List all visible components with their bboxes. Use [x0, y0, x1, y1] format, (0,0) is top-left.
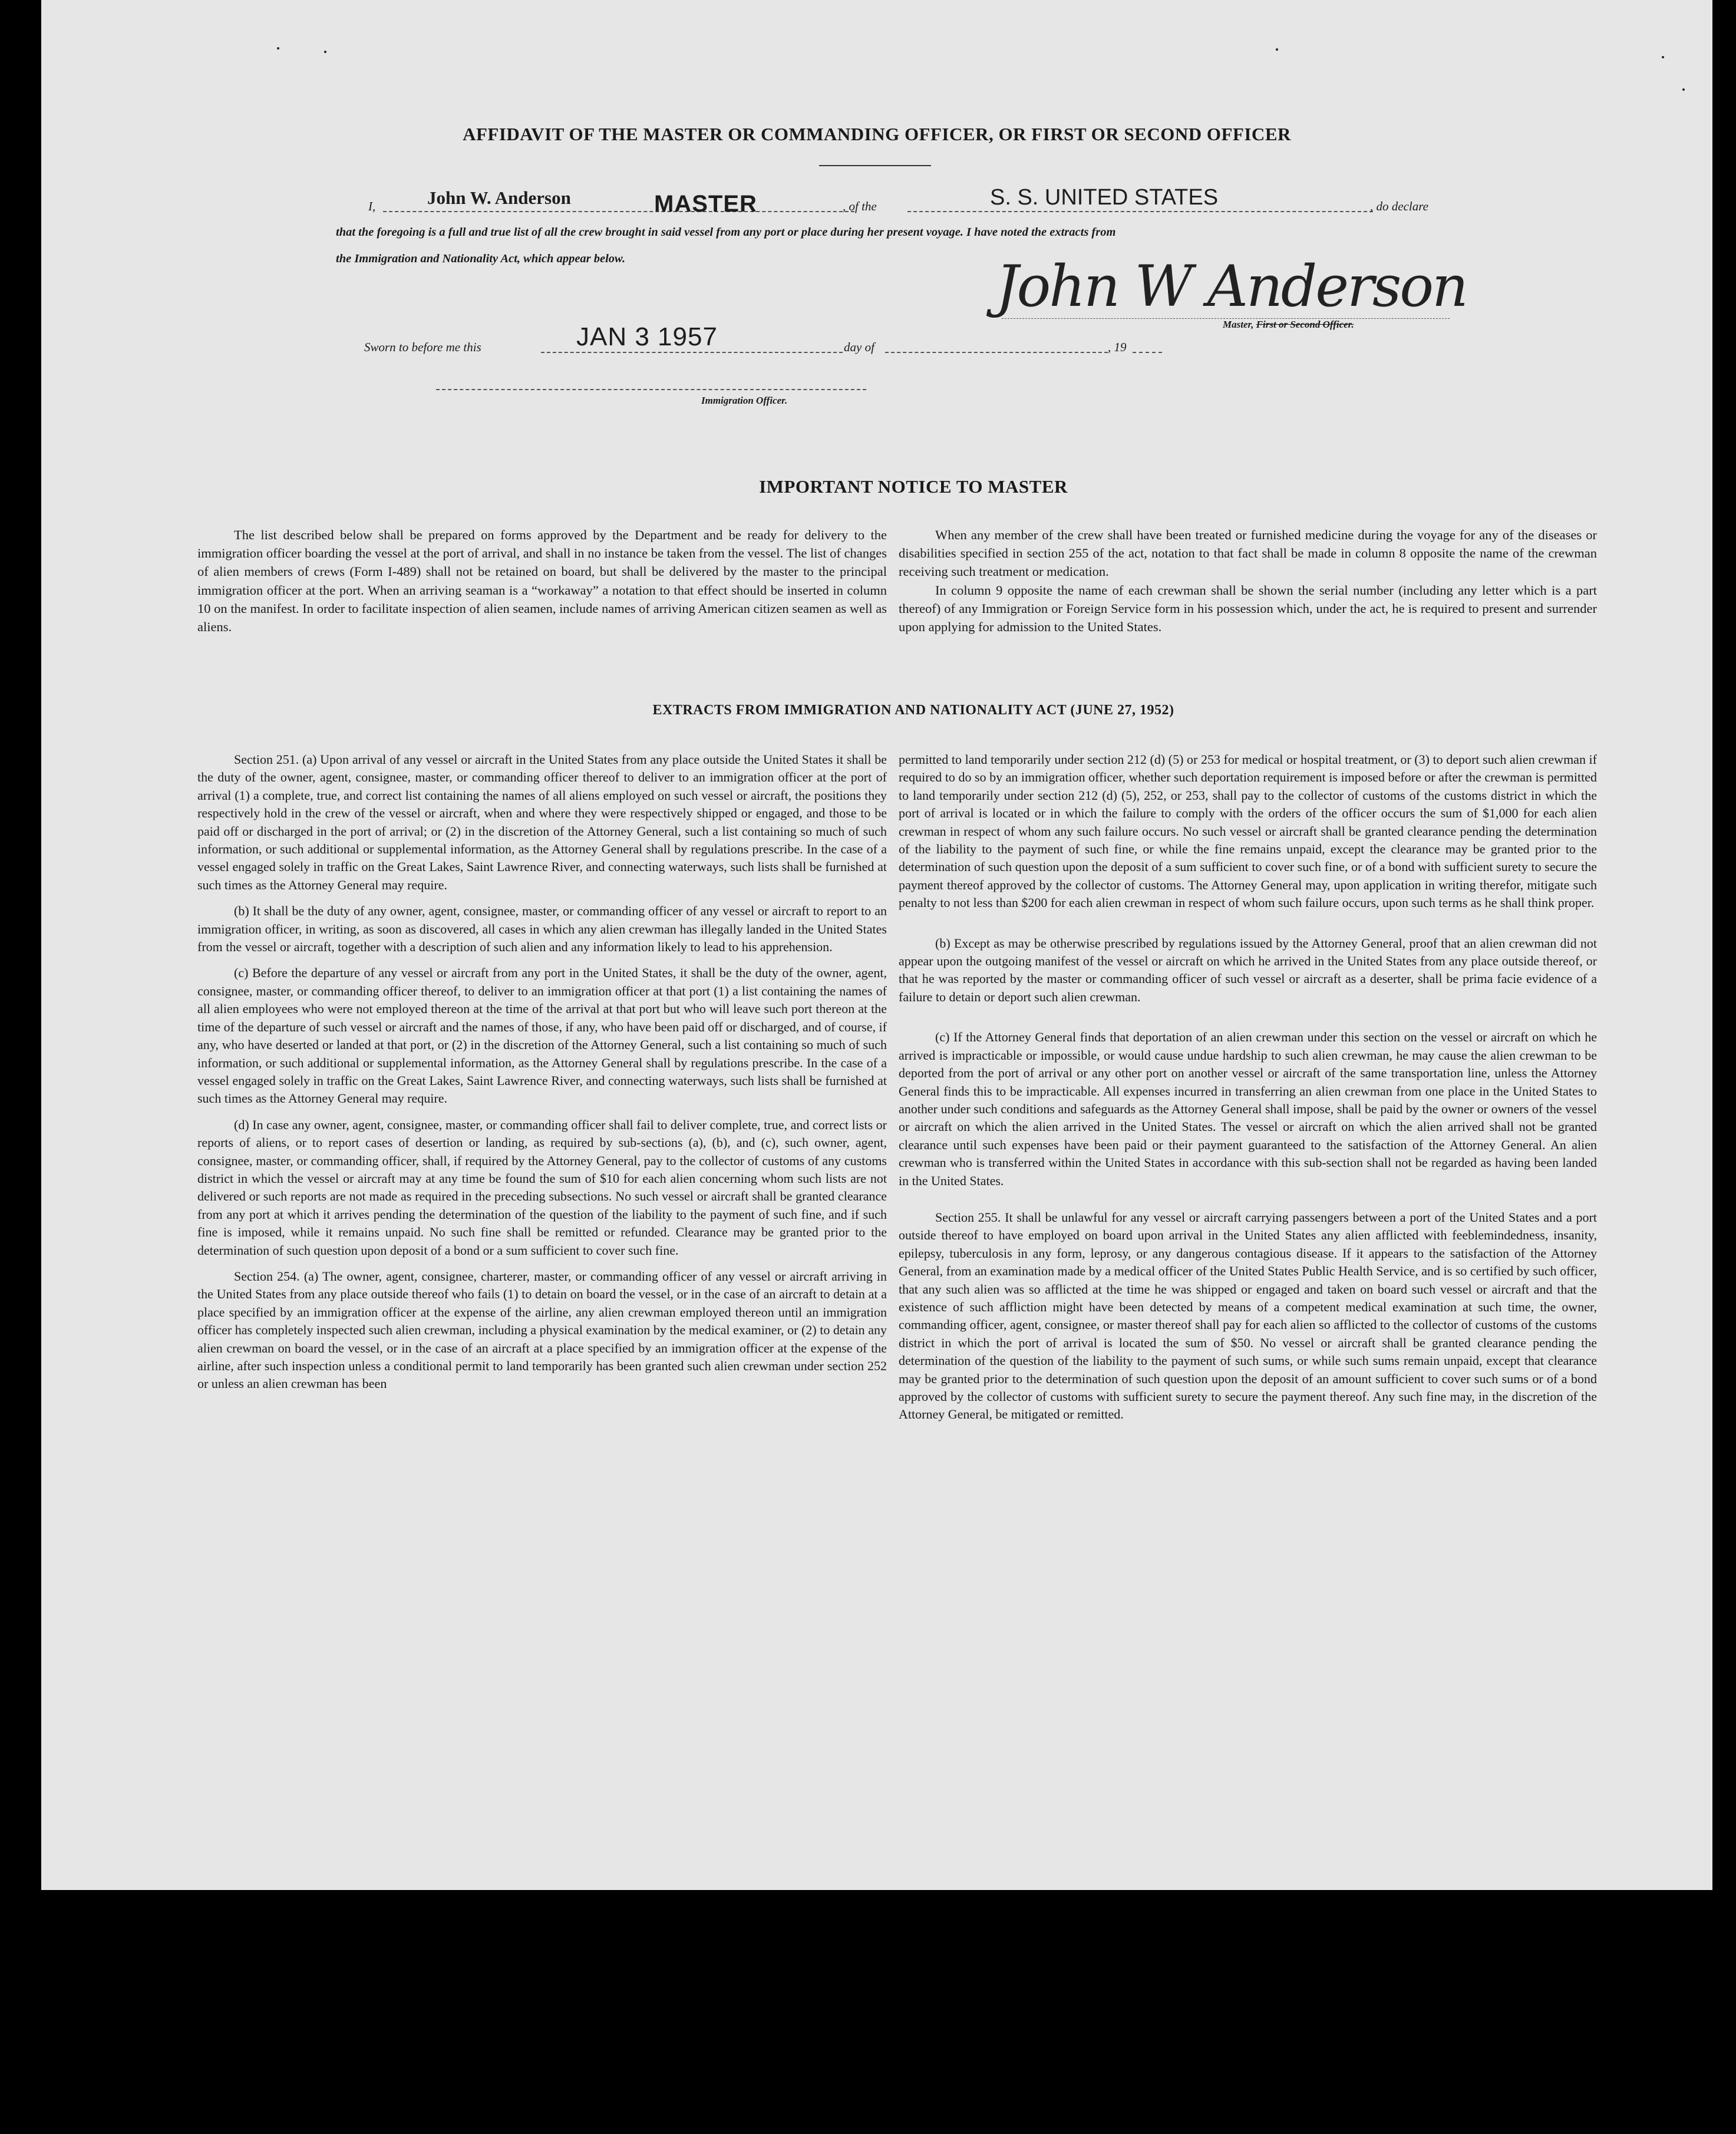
officer-label: Immigration Officer. — [701, 395, 788, 406]
affidavit-title: AFFIDAVIT OF THE MASTER OR COMMANDING OFFICER, OR FIRST OR SECOND OFFICER — [463, 124, 1291, 144]
name-rank-blank — [383, 211, 854, 212]
extracts-left-column — [197, 751, 887, 1393]
extracts-title: EXTRACTS FROM IMMIGRATION AND NATIONALITY ACT (JUNE 27, 1952) — [652, 702, 1174, 718]
scan-speck — [1682, 88, 1685, 91]
sworn-date-blank — [541, 352, 843, 353]
master-label — [1223, 319, 1354, 331]
extract-paragraph: (b) It shall be the duty of any owner, agent, consignee, master, or commanding officer of any vessel or aircraft to report to an immigration officer, in writing, as soon as discovered, all cases in which any alien crewman has illegally landed in the United States from the vessel or aircraft, together with a description of such alien and any information likely to lead to his apprehension. — [197, 903, 887, 955]
scan-speck — [277, 47, 279, 50]
title-rule — [819, 165, 931, 166]
extract-paragraph: (c) If the Attorney General finds that deportation of an alien crewman under this section on the vessel or aircraft on which he arrived is impracticable or impossible, or would cause undue hardship to such alien crewman, he may cause the alien crewman to be deported from the port of arrival or any other port on another vessel or aircraft of the same transportation line, unless the Attorney General finds this to be impracticable. All expenses incurred in transferring an alien crewman from one place in the United States to another under such conditions and safeguards as the Attorney General shall impose, shall be paid by the owner or owners of the vessel or aircraft on which the alien arrived in the United States. The vessel or aircraft on which the alien arrived shall not be granted clearance until such expenses have been paid or their payment guaranteed to the satisfaction of the Attorney General. An alien crewman who is transferred within the United States in accordance with this sub-section shall not be regarded as having been landed in the United States. — [899, 1030, 1597, 1188]
notice-left-paragraph: The list described below shall be prepared on forms approved by the Department and be ready for delivery to the immigration officer boarding the vessel at the port of arrival, and shall in no instance be taken from the vessel. The list of changes of alien members of crews (Form I-489) shall not be retained on board, but shall be delivered by the master to the principal immigration officer at the port. When an arriving seaman is a “workaway” a notation to that effect should be inserted in column 10 on the manifest. In order to facilitate inspection of alien seamen, include names of arriving American citizen seamen as well as aliens. — [197, 527, 887, 635]
month-blank — [885, 352, 1108, 353]
sworn-prefix: Sworn to before me this — [364, 340, 481, 354]
notice-title: IMPORTANT NOTICE TO MASTER — [759, 476, 1068, 497]
year-prefix: , 19 — [1108, 340, 1127, 354]
rank-stamp: MASTER — [654, 191, 757, 217]
extract-paragraph: (c) Before the departure of any vessel or aircraft from any port in the United States, it shall be the duty of the owner, agent, consignee, master, or commanding officer thereof, to deliver to an immigration officer at that port (1) a list containing the names of all alien employees who were not employed thereon at the time of the arrival at that port but who will leave such port thereon at the time of the departure of such vessel or aircraft and the names of those, if any, who have been paid off or discharged, and of course, if any, who have deserted or landed at that port, or (2) in the discretion of the Attorney General, such a list containing so much of such information, or such additional or supplemental information, as the Attorney General shall by regulations prescribe. In the case of a vessel engaged solely in traffic on the Great Lakes, Saint Lawrence River, and connecting waterways, such lists shall be furnished at such times as the Attorney General may require. — [197, 965, 887, 1106]
do-declare-label: , do declare — [1370, 199, 1428, 213]
declaration-text-1: that the foregoing is a full and true list of all the crew brought in said vessel from any port or place during her present voyage. I have noted the extracts from — [336, 226, 1116, 239]
year-blank — [1133, 352, 1162, 353]
extract-paragraph: Section 255. It shall be unlawful for any vessel or aircraft carrying passengers between a port of the United States and a port outside thereof to have employed on board upon arrival in the United States any alien afflicted with feeblemindedness, insanity, epilepsy, tuberculosis in any form, leprosy, or any dangerous contagious disease. If it appears to the satisfaction of the Attorney General, from an examination made by a medical officer of the United States Public Health Service, and is so certified by such officer, that any such alien was so afflicted at the time he was shipped or engaged and taken on board such vessel or aircraft and that the existence of such affliction might have been detected by means of a competent medical examination at such time, the owner, commanding officer, agent, consignee, or master thereof shall pay for each alien so afflicted to the collector of customs of the customs district in which the port of arrival is located the sum of $50. No vessel or aircraft shall be granted clearance pending the determination of the question of the liability to the payment of such sums, or while such sums remain unpaid, except that clearance may be granted prior to the determination of such question upon the deposit of an amount sufficient to cover such sums or of a bond approved by the collector of customs with sufficient surety to secure the payment thereof. Any such fine may, in the discretion of the Attorney General, be mitigated or remitted. — [899, 1209, 1597, 1422]
master-label-text: Master, — [1223, 319, 1256, 330]
scan-speck — [1662, 56, 1664, 58]
notice-right-paragraph-2: In column 9 opposite the name of each crewman shall be shown the serial number (including any letter which is a part thereof) of any Immigration or Foreign Service form in his possession which, under the act, he is required to present and surrender upon applying for admission to the United States. — [899, 582, 1597, 635]
declaration-text-2: the Immigration and Nationality Act, which appear below. — [336, 252, 626, 265]
officer-signature-line — [436, 389, 866, 390]
day-of-label: day of — [844, 340, 874, 354]
master-signature: John W Anderson — [996, 253, 1467, 319]
extract-paragraph: (d) In case any owner, agent, consignee, master, or commanding officer shall fail to deliver complete, true, and correct lists or reports of aliens, or to report cases of desertion or landing, as required by sub-sections (a), (b), and (c), such owner, agent, consignee, master, or commanding officer, shall, if required by the Attorney General, pay to the collector of customs of any customs district in which the vessel or aircraft may at any time be found the sum of $10 for each alien concerning whom such lists are not delivered or such reports are not made as required in the preceding subsections. No such vessel or aircraft shall be granted clearance from any port at which it arrives pending the determination of the question of the liability to the payment of such fine, and if such fine is imposed, while it remains unpaid. No such fine shall be remitted or refunded. Clearance may be granted prior to the determination of such question upon deposit of a bond or a sum sufficient to cover such fine. — [197, 1117, 887, 1258]
sworn-date-stamp: JAN 3 1957 — [576, 322, 718, 351]
scan-speck — [324, 51, 326, 53]
document-page — [41, 0, 1712, 1890]
notice-right-column — [899, 526, 1597, 648]
notice-right-paragraph-1: When any member of the crew shall have been treated or furnished medicine during the voyage for any of the diseases or disabilities specified in section 255 of the act, notation to that fact shall be made in column 8 opposite the name of the crewman receiving such treatment or medication. — [899, 527, 1597, 579]
extract-paragraph: Section 251. (a) Upon arrival of any vessel or aircraft in the United States from any place outside the United States it shall be the duty of the owner, agent, consignee, master, or commanding officer thereof to deliver to an immigration officer at the port of arrival (1) a complete, true, and correct list containing the names of all aliens employed on such vessel or aircraft, the positions they respectively hold in the crew of the vessel or aircraft, when and where they were respectively shipped or engaged, and those to be paid off or discharged in the port of arrival; or (2) in the discretion of the Attorney General, such a list containing so much of such information, or such additional or supplemental information, as the Attorney General shall by regulations prescribe. In the case of a vessel engaged solely in traffic on the Great Lakes, Saint Lawrence River, and connecting waterways, such lists shall be furnished at such times as the Attorney General may require. — [197, 752, 887, 892]
extracts-right-column — [899, 751, 1597, 1424]
notice-left-column — [197, 526, 887, 648]
of-the-label: , of the — [843, 199, 877, 213]
extract-paragraph: Section 254. (a) The owner, agent, consignee, charterer, master, or commanding officer of any vessel or aircraft arriving in the United States from any place outside thereof who fails (1) to detain on board the vessel, or in the case of an aircraft to detain at a place specified by an immigration officer at the expense of the airline, any alien crewman employed thereon until an immigration officer has completely inspected such alien crewman, including a physical examination by the medical examiner, or (2) to detain any alien crewman on board the vessel, or in the case of an aircraft at a place specified by an immigration officer at the expense of the airline, after such inspection unless a conditional permit to land temporarily has been granted such alien crewman under section 252 or unless an alien crewman has been — [197, 1268, 887, 1391]
vessel-name: S. S. UNITED STATES — [990, 185, 1219, 210]
line1-prefix: I, — [368, 199, 376, 213]
extract-paragraph: permitted to land temporarily under section 212 (d) (5) or 253 for medical or hospital treatment, or (3) to deport such alien crewman if required to do so by an immigration officer, whether such deportation requirement is imposed before or after the crewman is permitted to land temporarily under section 212 (d) (5), 252, or 253, shall pay to the collector of customs of the customs district in which the port of arrival is located or in which the failure to comply with the orders of the officer occurs the sum of $1,000 for each alien crewman in respect of whom any such failure occurs. No such vessel or aircraft shall be granted clearance pending the determination of the liability to the payment of such fine, or while the fine remains unpaid, except the clearance may be granted prior to the determination of such question upon the deposit of a sum sufficient to cover such fine, or of a bond with sufficient surety to secure the payment thereof approved by the collector of customs. The Attorney General may, upon application in writing therefor, mitigate such penalty to not less than $200 for each alien crewman in respect of whom such failure occurs, upon such terms as he shall think proper. — [899, 752, 1597, 911]
vessel-blank — [907, 211, 1373, 212]
scan-speck — [1276, 48, 1278, 51]
struck-officer-label: First or Second Officer. — [1256, 319, 1354, 330]
extract-paragraph: (b) Except as may be otherwise prescribed by regulations issued by the Attorney General, proof that an alien crewman did not appear upon the outgoing manifest of the vessel or aircraft on which he arrived in the United States from any place outside thereof, or that he was reported by the master or commanding officer of such vessel or aircraft as a deserter, shall be prima facie evidence of a failure to detain or deport such alien crewman. — [899, 935, 1597, 1004]
crew-member-name: John W. Anderson — [427, 187, 571, 208]
